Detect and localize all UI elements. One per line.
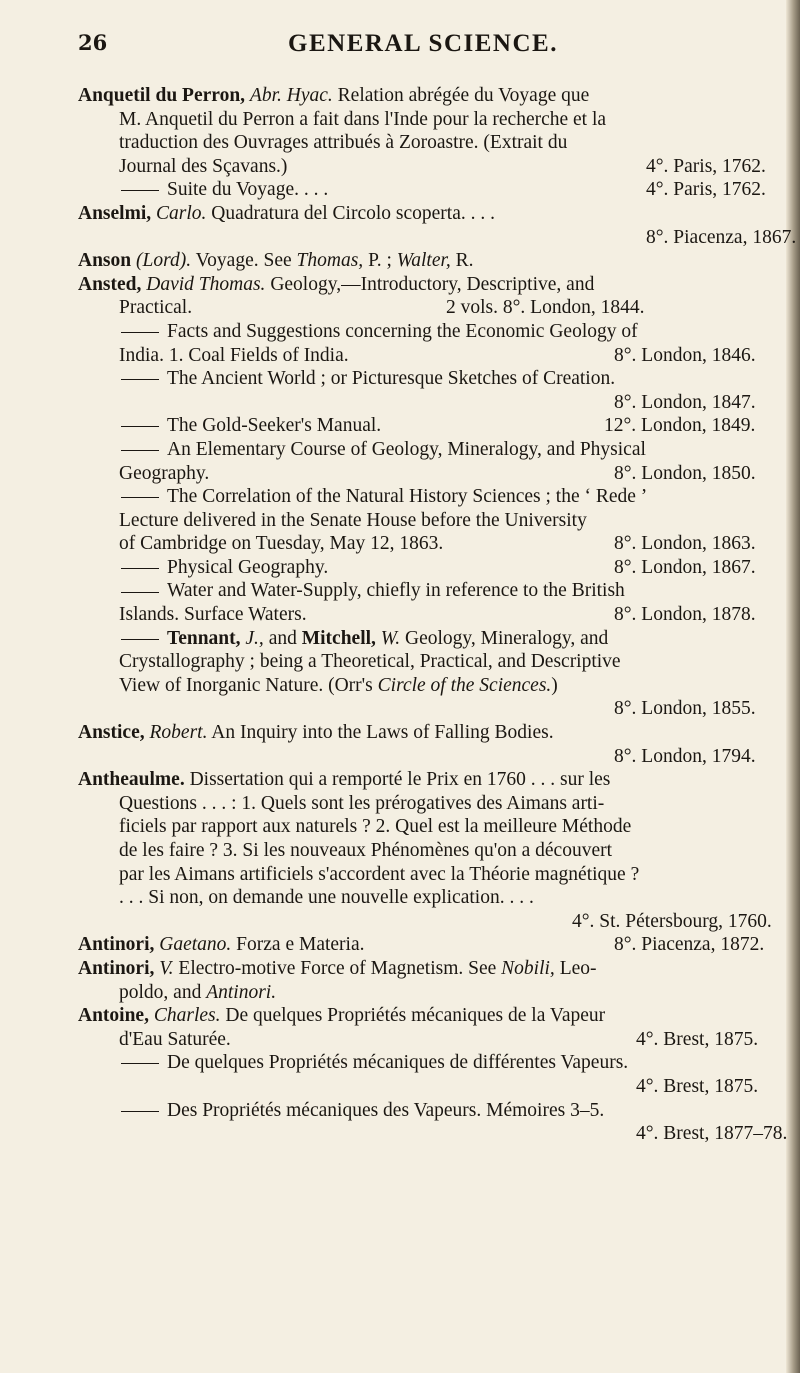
imprint: 8°. London, 1863. (614, 533, 756, 555)
entry-title: Voyage. See (195, 250, 292, 272)
ditto-dash (121, 1063, 159, 1064)
entry-title: Crystallography ; being a Theoretical, Practical, and Descriptive (119, 651, 621, 673)
entry-title: Water and Water-Supply, chiefly in reference to the British (167, 580, 625, 602)
author-name: Anquetil du Perron, (78, 85, 246, 106)
entry-text: P. ; (368, 250, 392, 272)
entry-text: and (268, 627, 297, 649)
series-title: Circle of the Sciences. (377, 674, 552, 696)
imprint: 8°. Piacenza, 1867. (646, 226, 797, 248)
author-name: Anstice, (78, 722, 145, 744)
entry-title: Islands. Surface Waters. (119, 604, 307, 626)
author-name: Antinori, (78, 957, 155, 979)
author-name: Antoine, (78, 1005, 149, 1027)
entry-title: Quadratura del Circolo scoperta. . . . (211, 202, 495, 224)
author-initials: Charles. (153, 1005, 221, 1027)
entry-title: M. Anquetil du Perron a fait dans l'Inde pour la recherche et la (119, 108, 607, 130)
ditto-dash (121, 379, 159, 380)
entry-anselmi (78, 202, 797, 249)
entry-anstice (78, 721, 770, 768)
coauthor-initials: W. (380, 627, 401, 649)
author-name: Anselmi, (78, 202, 152, 224)
entry-title: Journal des Sçavans.) (119, 155, 288, 177)
entry-title: Electro-motive Force of Magnetism. See (178, 957, 497, 979)
imprint: 8°. London, 1878. (614, 604, 756, 626)
imprint: 4°. Brest, 1877–78. (636, 1123, 788, 1145)
ditto-dash (121, 426, 159, 427)
entry-title: An Inquiry into the Laws of Falling Bodies. (211, 722, 554, 744)
imprint: 4°. Brest, 1875. (636, 1028, 759, 1050)
imprint: 8°. London, 1794. (614, 745, 756, 767)
imprint: 4°. St. Pétersbourg, 1760. (572, 910, 772, 932)
entry-antheaulme (78, 768, 770, 933)
entry-title: View of Inorganic Nature. (Orr's (119, 674, 373, 696)
entry-title: de les faire ? 3. Si les nouveaux Phénomènes qu'on a découvert (119, 840, 613, 861)
ditto-dash (121, 1111, 159, 1112)
ditto-dash (121, 450, 159, 451)
entry-text: poldo, and (119, 981, 202, 1003)
entry-title: Geography. (119, 462, 210, 484)
imprint: 8°. Piacenza, 1872. (614, 934, 765, 956)
author-name: Antheaulme. (78, 769, 185, 791)
ditto-dash (121, 639, 159, 640)
entry-title: The Correlation of the Natural History Sciences ; the ‘ Rede ’ (167, 486, 648, 508)
page-number: 26 (78, 30, 108, 55)
imprint: 8°. London, 1850. (614, 462, 756, 484)
author-initials: David Thomas. (146, 273, 266, 295)
entry-title: par les Aimans artificiels s'accordent avec la Théorie magnétique ? (119, 863, 640, 885)
entry-text: ) (551, 674, 558, 696)
entry-title: Practical. (119, 297, 193, 319)
entry-title: Suite du Voyage. . . . (167, 179, 329, 201)
ditto-dash (121, 332, 159, 333)
entry-title: Geology,—Introductory, Descriptive, and (270, 273, 595, 295)
entry-antoine (78, 1004, 788, 1146)
imprint: 4°. Brest, 1875. (636, 1075, 759, 1097)
ditto-dash (121, 592, 159, 593)
entry-title: Relation abrégée du Voyage que (337, 85, 590, 106)
imprint: 8°. London, 1846. (614, 344, 756, 366)
coauthor-initials: J., (245, 627, 264, 649)
imprint: 4°. Paris, 1762. (646, 179, 766, 201)
imprint: 8°. London, 1855. (614, 698, 756, 720)
entry-title: De quelques Propriétés mécaniques de différentes Vapeurs. (167, 1052, 629, 1074)
cross-reference: Walter, (396, 250, 451, 272)
entry-title: Lecture delivered in the Senate House before the University (119, 509, 587, 531)
page-edge-shadow (786, 0, 800, 1373)
entry-title: Forza e Materia. (236, 934, 365, 956)
entry-antinori-v (78, 957, 770, 1004)
imprint: 4°. Paris, 1762. (646, 155, 766, 177)
cross-reference: Antinori. (206, 981, 277, 1003)
entry-title: Dissertation qui a remporté le Prix en 1760 . . . sur les (189, 769, 611, 791)
entry-title: Geology, Mineralogy, and (405, 627, 609, 649)
imprint: 8°. London, 1847. (614, 391, 756, 413)
author-initials: Carlo. (156, 202, 207, 224)
imprint: 8°. London, 1867. (614, 556, 756, 578)
imprint: 2 vols. 8°. London, 1844. (446, 297, 645, 319)
entry-title: India. 1. Coal Fields of India. (119, 344, 349, 366)
running-title: GENERAL SCIENCE. (288, 30, 558, 57)
author-name: Ansted, (78, 273, 142, 295)
entry-ansted (78, 273, 770, 721)
author-initials: Gaetano. (159, 934, 232, 956)
cross-reference: Thomas, (296, 250, 364, 272)
catalogue-entries (78, 84, 797, 1146)
entry-title: . . . Si non, on demande une nouvelle explication. . . . (119, 887, 534, 909)
entry-title: of Cambridge on Tuesday, May 12, 1863. (119, 533, 444, 555)
entry-title: d'Eau Saturée. (119, 1028, 231, 1050)
entry-title: Physical Geography. (167, 556, 329, 578)
entry-text: R. (455, 250, 474, 272)
author-name: Anson (78, 250, 132, 272)
coauthor-name: Mitchell, (301, 627, 376, 649)
entry-title: The Gold-Seeker's Manual. (167, 415, 382, 437)
coauthor-name: Tennant, (167, 627, 241, 649)
entry-anson (78, 249, 770, 273)
imprint: 12°. London, 1849. (604, 415, 756, 437)
ditto-dash (121, 497, 159, 498)
ditto-dash (121, 190, 159, 191)
cross-reference: Nobili, (501, 957, 555, 979)
entry-antinori-gaetano (78, 933, 770, 957)
author-initials: Abr. Hyac. (249, 85, 333, 106)
entry-title: An Elementary Course of Geology, Mineralogy, and Physical (167, 438, 646, 460)
entry-anquetil (78, 84, 770, 202)
entry-title: ficiels par rapport aux naturels ? 2. Quel est la meilleure Méthode (119, 816, 632, 838)
page-header (78, 22, 768, 62)
entry-title: traduction des Ouvrages attribués à Zoroastre. (Extrait du (119, 132, 568, 154)
author-initials: Robert. (149, 722, 208, 744)
ditto-dash (121, 568, 159, 569)
entry-title: Questions . . . : 1. Quels sont les prérogatives des Aimans arti- (119, 792, 605, 814)
entry-title: Facts and Suggestions concerning the Economic Geology of (167, 320, 638, 342)
author-initials: (Lord). (136, 250, 192, 272)
entry-text: Leo- (559, 957, 597, 979)
author-initials: V. (159, 957, 174, 979)
entry-title: De quelques Propriétés mécaniques de la Vapeur (225, 1005, 606, 1027)
author-name: Antinori, (78, 934, 155, 956)
entry-title: Des Propriétés mécaniques des Vapeurs. Mémoires 3–5. (167, 1099, 605, 1121)
entry-title: The Ancient World ; or Picturesque Sketches of Creation. (167, 368, 616, 390)
